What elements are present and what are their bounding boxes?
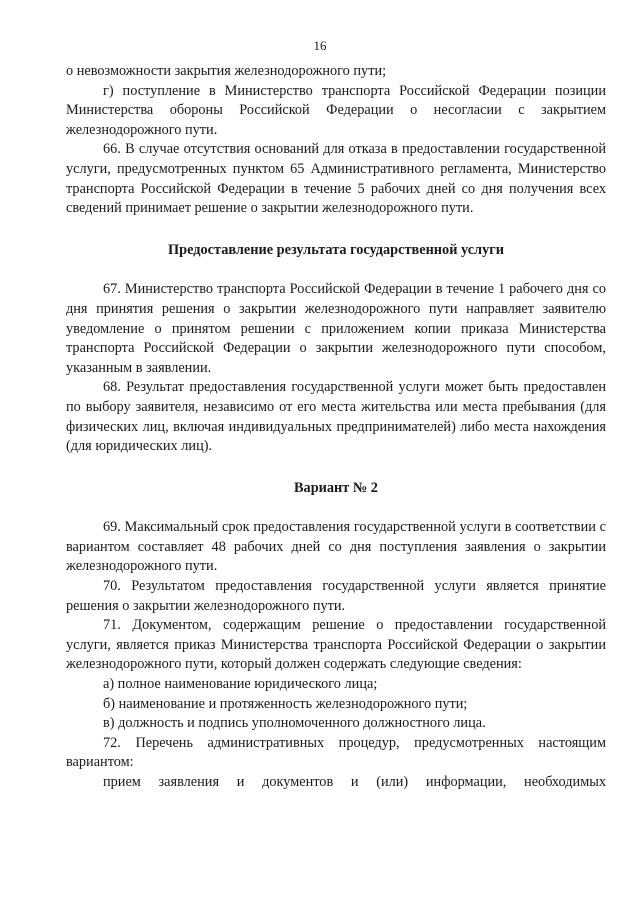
paragraph-continuation: о невозможности закрытия железнодорожного пути; xyxy=(66,63,387,79)
paragraph-67: 67. Министерство транспорта Российской Федерации в течение 1 рабочего дня со дня принятия решения о закрытии железнодорожного пути направляет заявителю уведомление о принятом решении с приложением копии приказа Министерства транспорта Российской Федерации о закрытии железнодорожного пути способом, указанным в заявлении. xyxy=(66,281,606,376)
document-body xyxy=(66,62,606,793)
list-item-b: б) наименование и протяженность железнодорожного пути; xyxy=(103,695,468,712)
page-number: 16 xyxy=(313,38,327,53)
paragraph-68: 68. Результат предоставления государственной услуги может быть предоставлен по выбору заявителя, независимо от его места жительства или места пребывания (для физических лиц, включая индивидуальных предпринимателей) либо места нахождения (для юридических лиц). xyxy=(66,379,606,455)
section-heading-result: Предоставление результата государственной услуги xyxy=(168,241,504,258)
section-heading-variant-2: Вариант № 2 xyxy=(294,479,378,496)
paragraph-71: 71. Документом, содержащим решение о предоставлении государственной услуги, является приказ Министерства транспорта Российской Федерации о закрытии железнодорожного пути, который должен содержать следующие сведения: xyxy=(66,617,606,673)
paragraph-70: 70. Результатом предоставления государственной услуги является принятие решения о закрытии железнодорожного пути. xyxy=(66,578,606,614)
paragraph-procedure-start: прием заявления и документов и (или) информации, необходимых xyxy=(103,774,606,790)
paragraph-66: 66. В случае отсутствия оснований для отказа в предоставлении государственной услуги, предусмотренных пунктом 65 Административного регламента, Министерство транспорта Российской Федерации в течение 5 рабочих дней со дня получения всех сведений принимает решение о закрытии железнодорожного пути. xyxy=(66,141,606,217)
paragraph-69: 69. Максимальный срок предоставления государственной услуги в соответствии с вариантом составляет 48 рабочих дней со дня поступления заявления о закрытии железнодорожного пути. xyxy=(66,519,606,575)
list-item-a: а) полное наименование юридического лица; xyxy=(103,676,378,693)
paragraph-item-g: г) поступление в Министерство транспорта Российской Федерации позиции Министерства обороны Российской Федерации о несогласии с закрытием железнодорожного пути. xyxy=(66,82,606,138)
paragraph-72: 72. Перечень административных процедур, предусмотренных настоящим вариантом: xyxy=(66,734,606,771)
list-item-v: в) должность и подпись уполномоченного должностного лица. xyxy=(103,715,486,732)
